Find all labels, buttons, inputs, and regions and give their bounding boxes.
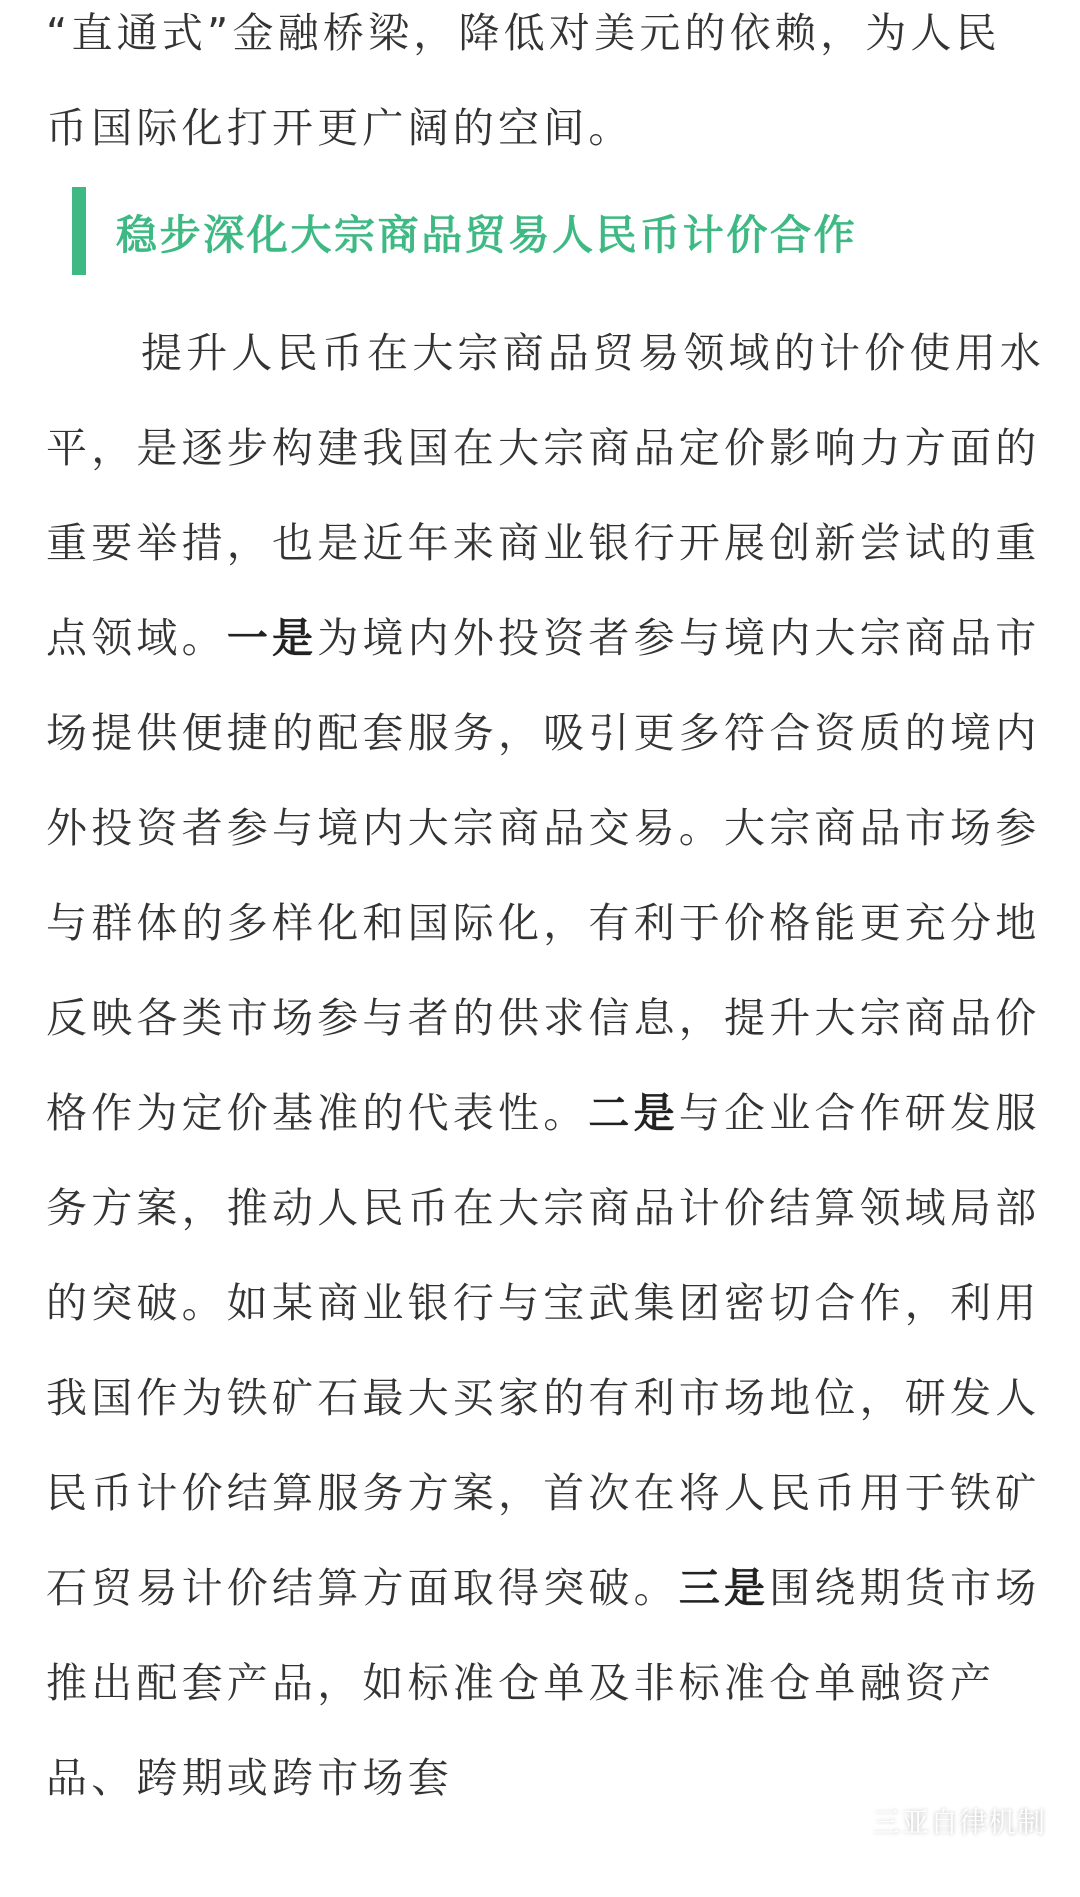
paragraph-text: 围绕期货市场推出配套产品，如标准仓单及非标准仓单融资产品、跨期或跨市场套 [46,1564,1041,1802]
emphasis-second: 二是 [588,1089,679,1137]
watermark [826,1801,1046,1841]
emphasis-first: 一是 [226,614,318,662]
emphasis-third: 三是 [678,1564,770,1612]
section-heading-text: 稳步深化大宗商品贸易人民币计价合作 [116,210,858,259]
watermark-text: 三亚自律机制 [871,1806,1046,1839]
paragraph-text: 与企业合作研发服务方案，推动人民币在大宗商品计价结算领域局部的突破。如某商业银行与宝武集团密切合作，利用我国作为铁矿石最大买家的有利市场地位，研发人民币计价结算服务方案，首次在将人民币用于铁矿石贸易计价结算方面取得突破。 [46,1089,1041,1612]
paragraph-text: 为境内外投资者参与境内大宗商品市场提供便捷的配套服务，吸引更多符合资质的境内外投资者参与境内大宗商品交易。大宗商品市场参与群体的多样化和国际化，有利于价格能更充分地反映各类市场参与者的供求信息，提升大宗商品价格作为定价基准的代表性。 [46,614,1041,1137]
wechat-icon [826,1805,866,1837]
section-heading [72,187,1032,275]
heading-accent-bar [72,187,86,275]
top-paragraph: “直通式”金融桥梁，降低对美元的依赖，为人民币国际化打开更广阔的空间。 [46,9,1001,152]
paragraph-text: 提升人民币在大宗商品贸易领域的计价使用水平，是逐步构建我国在大宗商品定价影响力方面的重要举措，也是近年来商业银行开展创新尝试的重点领域。 [46,329,1045,662]
main-paragraph [46,306,1046,1826]
